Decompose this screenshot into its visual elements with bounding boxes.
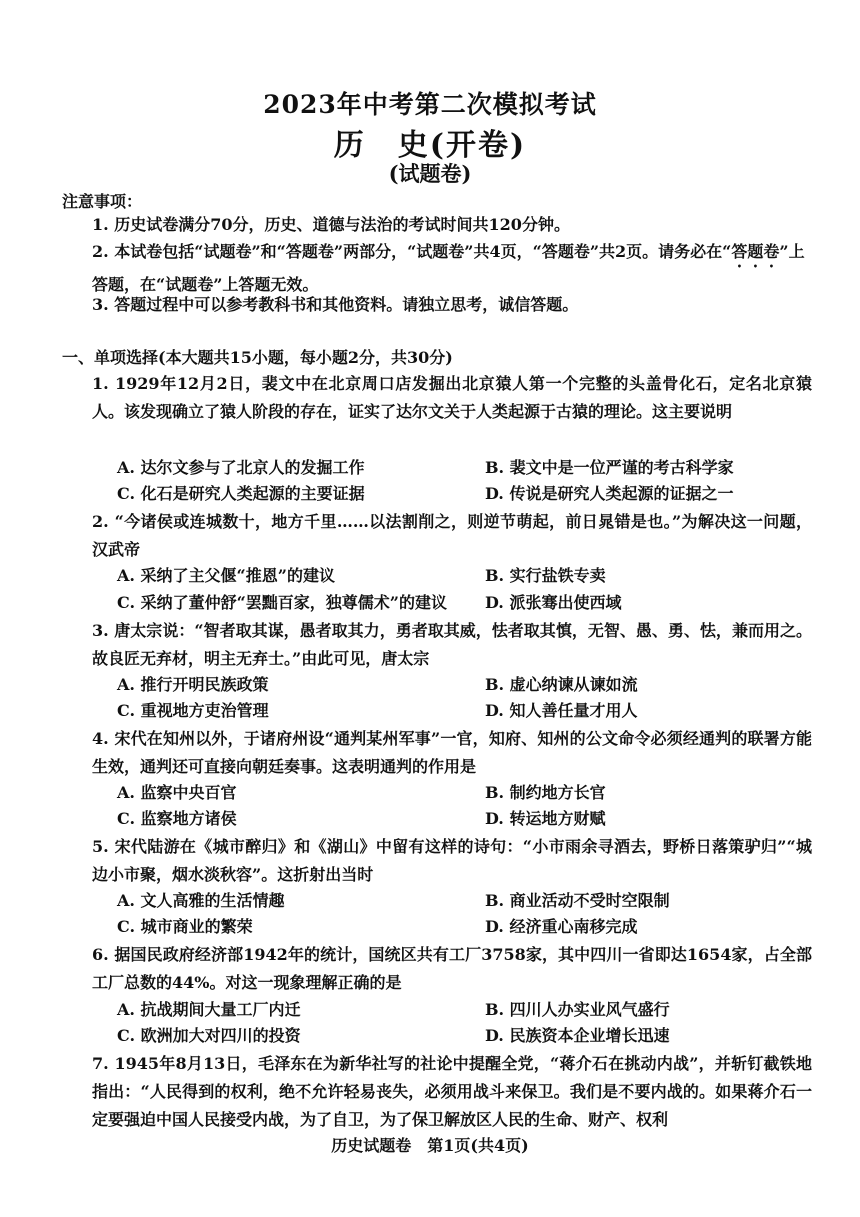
question-4-stem: 4. 宋代在知州以外，于诸府州设“通判某州军事”一官，知府、知州的公文命令必须经通判的联署方能生效，通判还可直接向朝廷奏事。这表明通判的作用是 — [92, 729, 812, 776]
question-2-option-d[interactable]: D. 派张骞出使西域 — [485, 593, 622, 612]
volume-label: (试题卷) — [388, 161, 472, 186]
question-7-stem: 7. 1945年8月13日，毛泽东在为新华社写的社论中提醒全党，“蒋介石在挑动内战”，并斩钉截铁地指出：“人民得到的权利，绝不允许轻易丧失，必须用战斗来保卫。我们是不要内战的。如果蒋介石一定要强迫中国人民接受内战，为了自卫，为了保卫解放区人民的生命、财产、权利 — [92, 1054, 812, 1129]
question-5-option-b[interactable]: B. 商业活动不受时空限制 — [485, 891, 670, 910]
notice-emphasis: 答题卷 — [731, 242, 780, 261]
question-1-option-d[interactable]: D. 传说是研究人类起源的证据之一 — [485, 484, 734, 503]
question-6-option-a[interactable]: A. 抗战期间大量工厂内迁 — [117, 1000, 301, 1019]
page-footer: 历史试题卷 第1页(共4页) — [331, 1136, 529, 1155]
question-6-option-c[interactable]: C. 欧洲加大对四川的投资 — [117, 1026, 301, 1045]
question-5-option-c[interactable]: C. 城市商业的繁荣 — [117, 917, 253, 936]
question-6-stem: 6. 据国民政府经济部1942年的统计，国统区共有工厂3758家，其中四川一省即达1654家，占全部工厂总数的44%。对这一现象理解正确的是 — [92, 945, 812, 992]
question-4-option-d[interactable]: D. 转运地方财赋 — [485, 809, 606, 828]
question-1-option-a[interactable]: A. 达尔文参与了北京人的发掘工作 — [117, 458, 365, 477]
question-4-option-b[interactable]: B. 制约地方长官 — [485, 783, 606, 802]
question-2-option-c[interactable]: C. 采纳了董仲舒“罢黜百家，独尊儒术”的建议 — [117, 593, 448, 612]
question-6-option-d[interactable]: D. 民族资本企业增长迅速 — [485, 1026, 670, 1045]
exam-title: 2023年中考第二次模拟考试 — [263, 90, 597, 119]
question-1-option-c[interactable]: C. 化石是研究人类起源的主要证据 — [117, 484, 365, 503]
notice-item-1: 1. 历史试卷满分70分，历史、道德与法治的考试时间共120分钟。 — [92, 215, 570, 234]
question-3-option-c[interactable]: C. 重视地方吏治管理 — [117, 701, 269, 720]
question-5-option-d[interactable]: D. 经济重心南移完成 — [485, 917, 638, 936]
question-4-option-c[interactable]: C. 监察地方诸侯 — [117, 809, 237, 828]
question-3-option-b[interactable]: B. 虚心纳谏从谏如流 — [485, 675, 638, 694]
section-heading: 一、单项选择(本大题共15小题，每小题2分，共30分) — [62, 348, 453, 367]
notice-item-3: 3. 答题过程中可以参考教科书和其他资料。请独立思考，诚信答题。 — [92, 295, 579, 314]
question-5-option-a[interactable]: A. 文人高雅的生活情趣 — [117, 891, 285, 910]
question-1-option-b[interactable]: B. 裴文中是一位严谨的考古科学家 — [485, 458, 734, 477]
question-3-option-d[interactable]: D. 知人善任量才用人 — [485, 701, 638, 720]
subject-title: 历 史(开卷) — [333, 128, 527, 163]
question-6-option-b[interactable]: B. 四川人办实业风气盛行 — [485, 1000, 670, 1019]
question-1-stem: 1. 1929年12月2日，裴文中在北京周口店发掘出北京猿人第一个完整的头盖骨化石，定名北京猿人。该发现确立了猿人阶段的存在，证实了达尔文关于人类起源于古猿的理论。这主要说明 — [92, 374, 812, 421]
question-4-option-a[interactable]: A. 监察中央百官 — [117, 783, 237, 802]
notice-item-2: 2. 本试卷包括“试题卷”和“答题卷”两部分，“试题卷”共4页，“答题卷”共2页。请务必在“答题卷”上答题，在“试题卷”上答题无效。 — [92, 242, 805, 294]
question-2-option-a[interactable]: A. 采纳了主父偃“推恩”的建议 — [117, 566, 335, 585]
question-2-option-b[interactable]: B. 实行盐铁专卖 — [485, 566, 606, 585]
notice-heading: 注意事项： — [62, 192, 143, 211]
question-2-stem: 2. “今诸侯或连城数十，地方千里……以法割削之，则逆节萌起，前日晁错是也。”为解决这一问题，汉武帝 — [92, 512, 812, 559]
question-3-option-a[interactable]: A. 推行开明民族政策 — [117, 675, 269, 694]
question-5-stem: 5. 宋代陆游在《城市醉归》和《湖山》中留有这样的诗句：“小市雨余寻酒去，野桥日落策驴归”“城边小市聚，烟水淡秋容”。这折射出当时 — [92, 837, 812, 884]
question-3-stem: 3. 唐太宗说：“智者取其谋，愚者取其力，勇者取其威，怯者取其慎，无智、愚、勇、怯，兼而用之。故良匠无弃材，明主无弃士。”由此可见，唐太宗 — [92, 621, 812, 668]
